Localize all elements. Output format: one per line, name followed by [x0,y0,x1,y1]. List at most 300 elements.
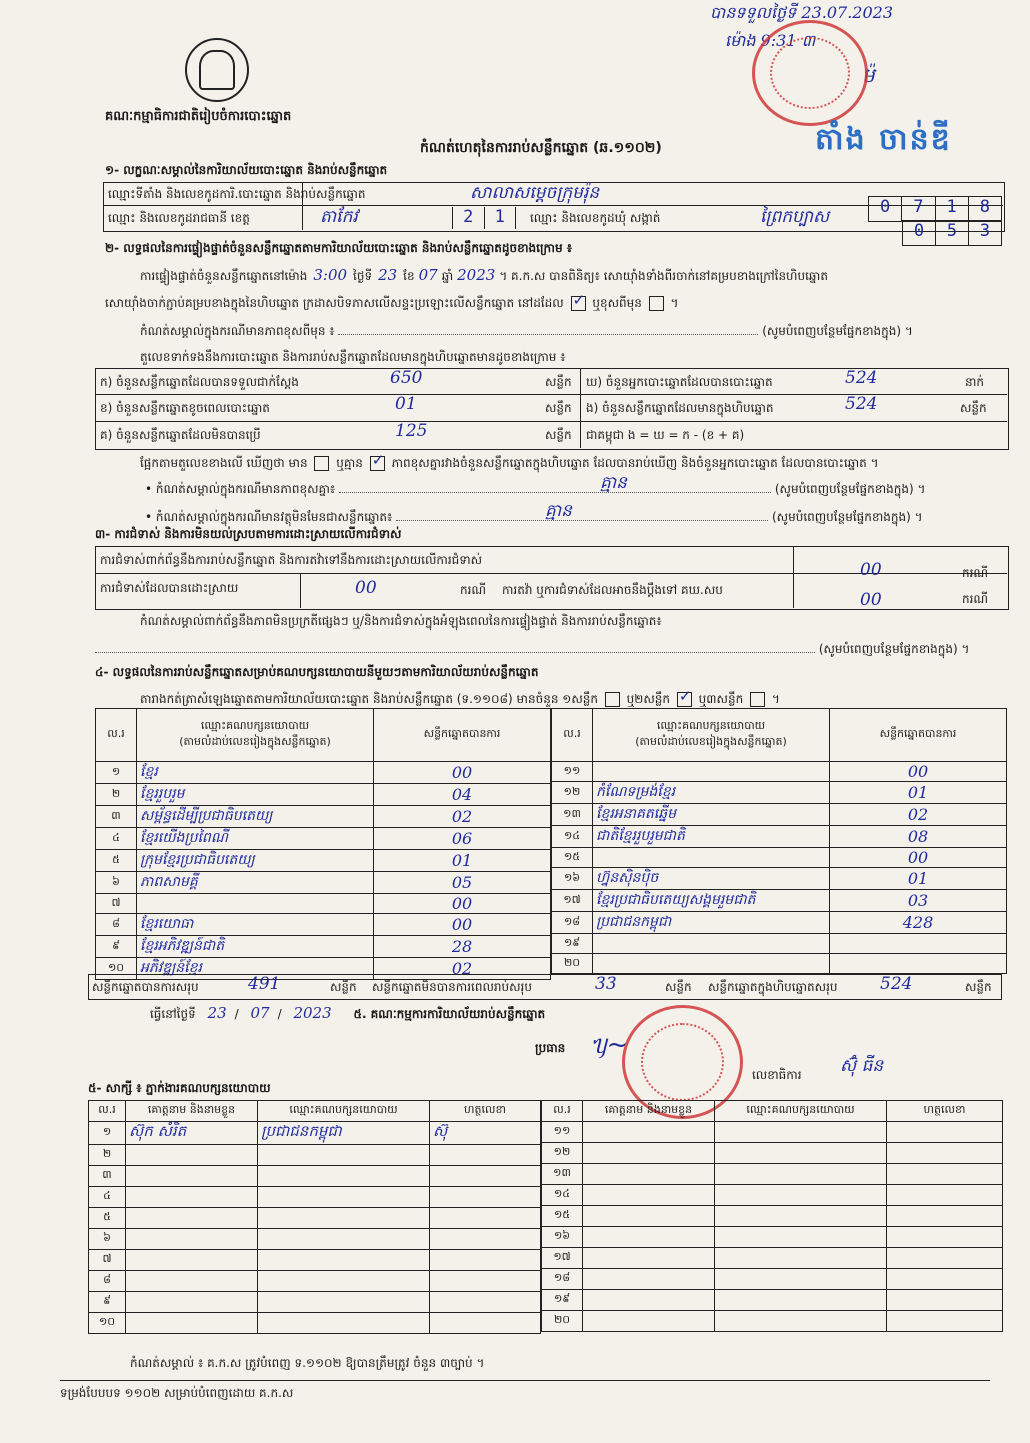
received-ballots-label: ក) ចំនួនសន្លឹកឆ្នោតដែលបានទទួលជាក់ស្តែង [100,375,299,389]
document-title: កំណត់ហេតុនៃការរាប់សន្លឹកឆ្នោត (ឆ.១១០២) [420,140,662,156]
party-name: ខ្មែររួបរួម [137,784,374,806]
witness-party [258,1166,430,1187]
witness-signature [430,1271,541,1292]
witness-signature [887,1143,1003,1164]
row-number: ១៣ [552,804,593,826]
section5-heading: ៥- សាក្សី ៖ ភ្នាក់ងារគណបក្សនយោបាយ [88,1081,271,1095]
witness-name [126,1271,258,1292]
party-votes: 00 [830,762,1007,782]
witness-name [126,1145,258,1166]
witness-name [583,1248,715,1269]
col-party-title: ឈ្មោះគណបក្សនយោបាយ [200,719,310,732]
three-sheets-checkbox[interactable] [750,692,765,707]
compare-text-b: ឬគ្មាន [336,456,363,470]
irregularities-note: កំណត់សម្គាល់ពាក់ព័ន្ធនឹងភាពមិនប្រក្រតីផ្សេងៗ ឬ/និងការជំទាស់ក្នុងអំឡុងពេលនៃការផ្ទៀងផ្ទាត់ និងការរាប់សន្លឹកឆ្នោត៖ [140,614,662,628]
has-difference-checkbox[interactable] [314,456,329,471]
table-row [542,1290,1003,1311]
witness-party [258,1145,430,1166]
witness-name: ស៊ុក សំរិត [126,1122,258,1145]
verification-day: 23 [378,266,398,284]
witness-party: ប្រជាជនកម្ពុជា [258,1122,430,1145]
party-name: ប្រជាជនកម្ពុជា [593,912,830,934]
station-code-digit: 0 [869,197,902,221]
table-header [96,709,551,762]
witness-signature [887,1122,1003,1143]
party-votes: 02 [374,806,551,828]
table-row [96,850,551,872]
witness-party [715,1311,887,1332]
party-name [137,894,374,914]
row-number: ៦ [96,872,137,894]
secretary-name: ស៊ុំ ធីន [840,1056,884,1076]
table-row [89,1229,541,1250]
table-row [542,1185,1003,1206]
col-name-header: គោត្តនាម និងនាមខ្លួន [583,1101,715,1122]
commune-code-digit: 5 [936,221,969,245]
unit-label: សន្លឹក [545,375,572,389]
unit-label: សន្លឹក [965,980,992,994]
changed-checkbox[interactable] [649,296,664,311]
table-row [96,828,551,850]
table-row [552,782,1007,804]
witness-signature: ស៊ុ [430,1122,541,1145]
witness-name [583,1185,715,1206]
witness-name [583,1206,715,1227]
witness-party [715,1122,887,1143]
witness-signature [430,1313,541,1334]
witness-signature [430,1292,541,1313]
difference-note-line [140,324,1000,338]
row-number: ១៨ [542,1269,583,1290]
station-value: សាលាសម្តេចក្រុមរ៉ុន [470,183,600,203]
party-votes: 02 [830,804,1007,826]
party-right-body [552,762,1007,974]
witness-party [258,1250,430,1271]
party-name: ហ្វ៊ុនស៊ិនប៉ិច [593,868,830,890]
witness-signature [887,1206,1003,1227]
no-difference-checkbox[interactable] [370,456,385,471]
party-votes: 28 [374,936,551,958]
commune-code-box [902,220,1002,246]
row-number: ៤ [96,828,137,850]
unit-label: សន្លឹក [545,428,572,442]
table-row [552,868,1007,890]
difference-note-label: កំណត់សម្គាល់ក្នុងករណីមានភាពខុសពីមុន ៖ [140,324,335,338]
objection-resolved-value: 00 [355,578,377,598]
case-unit: ករណី [460,583,487,597]
table-row [542,1269,1003,1290]
compare-line [140,456,879,471]
table-row [89,1250,541,1271]
party-name: ខ្មែរអនាគតឆ្នើម [593,804,830,826]
table-row [96,936,551,958]
dotted-fill [338,334,758,335]
witness-signature [430,1145,541,1166]
official-stamp-top [752,20,868,126]
changed-option-label: ឬខុសពីមុន [592,296,642,310]
witness-signature [887,1269,1003,1290]
table-row [552,912,1007,934]
witness-name [583,1311,715,1332]
col-votes-header: សន្លឹកឆ្នោតបានការ [374,709,551,762]
compare-text-c: ភាពខុសគ្នារវាងចំនួនសន្លឹកឆ្នោតក្នុងហិបឆ្នោត ដែលបានរាប់ឃើញ និងចំនួនអ្នកបោះឆ្នោត ដែលបានបោះឆ្នោត ។ [391,456,879,470]
row-number: ១១ [542,1122,583,1143]
fill-note: (សូមបំពេញបន្ថែមផ្នែកខាងក្នុង) ។ [774,482,926,496]
verification-time: 3:00 [313,266,348,284]
table-row [542,1164,1003,1185]
col-no-header: ល.រ [542,1101,583,1122]
province-code-digit: 1 [494,207,505,227]
row-number: ១៣ [542,1164,583,1185]
witness-party [258,1292,430,1313]
col-no-header: ល.រ [96,709,137,762]
row-number: ៣ [96,806,137,828]
figures-mid-divider [580,368,581,448]
verification-year: 2023 [457,266,496,284]
verification-text-b: ថ្ងៃទី [353,269,373,283]
table-row [96,806,551,828]
witness-left-body [89,1122,541,1334]
col-party-title: ឈ្មោះគណបក្សនយោបាយ [656,719,766,732]
table-row [96,914,551,936]
party-name [593,762,830,782]
row-number: ៧ [96,894,137,914]
row-number: ៨ [89,1271,126,1292]
irregularities-fill-line [95,642,1005,656]
bullet2-value: គ្មាន [545,501,572,521]
station-code-digit: 7 [902,197,935,221]
party-name: ខ្មែរអភិវឌ្ឍន៍ជាតិ [137,936,374,958]
section3-sub-divider [300,573,301,608]
case-unit: ករណី [962,566,989,580]
witness-right-body [542,1122,1003,1332]
party-name [593,934,830,954]
table-row [96,784,551,806]
col-party-header [137,709,374,762]
station-code-box [868,196,1002,222]
party-name: កំណែទម្រង់ខ្មែរ [593,782,830,804]
party-name: ខ្មែរ [137,762,374,784]
table-row [542,1311,1003,1332]
table-header [552,709,1007,762]
party-votes: 00 [374,914,551,936]
col-no-header: ល.រ [89,1101,126,1122]
section3-heading: ៣- ការជំទាស់ និងការមិនយល់ស្របតាមការដោះស្រាយលើការជំទាស់ [95,527,402,541]
witness-signature [430,1187,541,1208]
col-party-subtitle: (តាមលំដាប់លេខរៀងក្នុងសន្លឹកឆ្នោត) [179,735,331,748]
table-row [542,1122,1003,1143]
objection-appeal-label: ការតវ៉ា ឬការជំទាស់ដែលអាចនឹងប្តឹងទៅ គឃ.សប [502,583,723,597]
footer-rule [60,1380,990,1381]
row-number: ១៩ [552,934,593,954]
party-votes: 00 [830,848,1007,868]
party-name: សម្ព័ន្ធដើម្បីប្រជាធិបតេយ្យ [137,806,374,828]
commune-label: ឈ្មោះ និងលេខកូដឃុំ សង្កាត់ [530,211,661,225]
row-number: ៣ [89,1166,126,1187]
fill-note: (សូមបំពេញបន្ថែមផ្នែកខាងក្នុង) ។ [818,642,970,656]
party-name: ក្រុមខ្មែរប្រជាធិបតេយ្យ [137,850,374,872]
chair-signature: ᥡ~ [590,1030,629,1060]
chair-label: ប្រធាន [535,1041,566,1055]
unit-label: សន្លឹក [545,401,572,415]
dotted-fill [339,492,771,493]
unit-label: សន្លឹក [960,401,987,415]
invalid-total-label: សន្លឹកឆ្នោតមិនបានការពេលរាប់សរុប [372,980,532,994]
witness-signature [430,1250,541,1271]
tally-sheet-intro: តារាងកត់ត្រាសំឡេងឆ្នោតតាមការិយាល័យបោះឆ្នោត និងរាប់សន្លឹកឆ្នោត (ទ.១១០៨) មានចំនួន ១សន្លឹក [140,692,598,706]
voters-unit: នាក់ [965,375,985,389]
row-number: ២ [96,784,137,806]
bullet1-label: • កំណត់សម្គាល់ក្នុងករណីមានភាពខុសគ្នា៖ [145,482,336,496]
verification-text-c: ខែ [403,269,415,283]
row-number: ១៦ [552,868,593,890]
row-number: ១ [89,1122,126,1145]
signing-date-line: ធ្វើនៅថ្ងៃទី 23 / 07 / 2023 ៥. គណៈកម្មការការិយាល័យរាប់សន្លឹកឆ្នោត [150,1004,546,1022]
province-label: ឈ្មោះ និងលេខកូដរាជធានី ខេត្ត [108,211,250,225]
party-votes: 428 [830,912,1007,934]
verification-line2-text: សោយ៉ាំងចាក់ភ្ជាប់គម្របខាងក្នុងនៃហិបឆ្នោត ក្រដាសបិទភាសលើសន្ទះប្រឡោះលើសន្លឹកឆ្នោត នៅដដែល [105,296,564,310]
row-number: ១៤ [552,826,593,848]
one-sheet-checkbox[interactable] [605,692,620,707]
org-name: គណៈកម្មាធិការជាតិរៀបចំការបោះឆ្នោត [105,109,292,124]
witness-party [715,1143,887,1164]
witness-party [715,1269,887,1290]
bullet2-line [145,510,1005,524]
fill-note: (សូមបំពេញបន្ថែមផ្នែកខាងក្នុង) ។ [762,324,913,338]
row-number: ២០ [552,954,593,974]
box-total-value: 524 [880,974,913,994]
witness-name [126,1166,258,1187]
witness-signature [887,1311,1003,1332]
witness-name [126,1313,258,1334]
party-results-table-left [95,708,551,980]
valid-total-value: 491 [248,974,281,994]
row-number: ១៦ [542,1227,583,1248]
bullet2-label: • កំណត់សម្គាល់ក្នុងករណីមានវត្ថុមិនមែនជាសន្លឹកឆ្នោត៖ [145,510,393,524]
section4-heading: ៤- លទ្ធផលនៃការរាប់សន្លឹកឆ្នោតសម្រាប់គណបក្សនយោបាយនីមួយៗតាមការិយាល័យរាប់សន្លឹកឆ្នោត [95,665,539,679]
witness-signature [887,1248,1003,1269]
table-row [89,1208,541,1229]
commune-value: ព្រៃកប្បាស [760,207,830,227]
station-label: ឈ្មោះទីតាំង និងលេខកូដការិ.បោះឆ្នោត និងរាប់សន្លឹកឆ្នោត [108,187,366,201]
table-row [89,1122,541,1145]
witness-name [583,1122,715,1143]
table-row [89,1187,541,1208]
verification-month: 07 [418,266,438,284]
station-code-digit: 8 [979,197,990,217]
party-votes: 03 [830,890,1007,912]
receiver-initials: ម៉ [862,63,875,87]
row-number: ២ [89,1145,126,1166]
witness-name [583,1164,715,1185]
witness-signature [887,1185,1003,1206]
party-votes [830,934,1007,954]
table-row [552,934,1007,954]
dotted-fill [396,520,768,521]
voters-voted-value: 524 [845,368,878,388]
table-header [89,1101,541,1122]
box-total-label: សន្លឹកឆ្នោតក្នុងហិបឆ្នោតសរុប [708,980,838,994]
witness-name [126,1250,258,1271]
witness-party [715,1206,887,1227]
witness-signature [887,1290,1003,1311]
table-row [542,1206,1003,1227]
row-number: ៦ [89,1229,126,1250]
row-number: ១២ [552,782,593,804]
row-number: ១៤ [542,1185,583,1206]
verification-line1 [140,268,828,283]
witness-party [715,1185,887,1206]
row-number: ៧ [89,1250,126,1271]
objection-row1-value: 00 [860,560,882,580]
party-name: ខ្មែរយោធា [137,914,374,936]
verification-line2: សោយ៉ាំងចាក់ភ្ជាប់គម្របខាងក្នុងនៃហិបឆ្នោត ក្រដាសបិទភាសលើសន្ទះប្រឡោះលើសន្លឹកឆ្នោត នៅដដែល ✓ ឬខុសពីមុន ។ [105,296,678,311]
party-name [593,954,830,974]
section1-heading: ១- លក្ខណៈសម្គាល់នៃការិយាល័យបោះឆ្នោត និងរាប់សន្លឹកឆ្នោត [105,163,388,177]
party-name: អភិវឌ្ឍន៍ខ្មែរ [137,958,374,980]
unit-label: សន្លឹក [665,980,692,994]
ballots-in-box-value: 524 [845,394,878,414]
committee-label: ៥. គណៈកម្មការការិយាល័យរាប់សន្លឹកឆ្នោត [353,1007,546,1021]
received-note-line1: បានទទួលថ្ងៃទី 23.07.2023 [710,3,894,22]
witness-name [126,1187,258,1208]
col-party-header: ឈ្មោះគណបក្សនយោបាយ [258,1101,430,1122]
unit-label: សន្លឹក [330,980,357,994]
row-number: ១០ [96,958,137,980]
two-sheets-label: ឬ២សន្លឹក [626,692,671,706]
province-code-box [452,207,516,229]
witness-party [258,1313,430,1334]
witness-name [126,1292,258,1313]
table-row [552,954,1007,974]
party-votes: 08 [830,826,1007,848]
voters-voted-label: ឃ) ចំនួនអ្នកបោះឆ្នោតដែលបានបោះឆ្នោត [586,375,773,389]
table-row [96,762,551,784]
party-name: ជាតិខ្មែររួបរួមជាតិ [593,826,830,848]
witness-signature [430,1229,541,1250]
invalid-total-value: 33 [595,974,617,994]
row-number: ១៥ [552,848,593,868]
witness-signature [430,1208,541,1229]
witness-party [715,1248,887,1269]
party-votes: 01 [374,850,551,872]
col-sign-header: ហត្ថលេខា [887,1101,1003,1122]
table-row [552,826,1007,848]
table-row [542,1227,1003,1248]
row-number: ២០ [542,1311,583,1332]
received-note-line2: ម៉ោង 9:31 ៣ [725,31,816,50]
fill-note: (សូមបំពេញបន្ថែមផ្នែកខាងក្នុង) ។ [771,510,923,524]
figures-intro: តួលេខទាក់ទងនឹងការបោះឆ្នោត និងការរាប់សន្លឹកឆ្នោតដែលមានក្នុងហិបឆ្នោតមានដូចខាងក្រោម ៖ [140,350,566,364]
unchanged-checkbox[interactable] [571,296,586,311]
party-votes: 01 [830,868,1007,890]
witness-party [715,1227,887,1248]
party-name: ខ្មែរយើងប្រពៃណី [137,828,374,850]
province-stamp-text: តាំង ចាន់ឌី [815,122,952,157]
witness-name [583,1269,715,1290]
witness-table-right [541,1100,1003,1332]
party-votes: 00 [374,762,551,784]
table-row [542,1248,1003,1269]
objection-row1-label: ការជំទាស់ពាក់ព័ន្ធនឹងការរាប់សន្លឹកឆ្នោត និងការតវ៉ាទៅនឹងការដោះស្រាយលើការជំទាស់ [100,553,483,567]
form-footer: ទម្រង់បែបបទ ១១០២ សម្រាប់បំពេញដោយ គ.ក.ស [60,1386,294,1400]
col-sign-header: ហត្ថលេខា [430,1101,541,1122]
col-party-header: ឈ្មោះគណបក្សនយោបាយ [715,1101,887,1122]
row-number: ១២ [542,1143,583,1164]
witness-name [583,1227,715,1248]
figures-divider-2 [95,421,1007,422]
formula-label: ជាគម្ពុជា ង = ឃ = ក - (ខ + គ) [586,428,745,442]
row-number: ១៩ [542,1290,583,1311]
party-name: ភាពសាមគ្គី [137,872,374,894]
witness-party [258,1271,430,1292]
received-ballots-value: 650 [390,368,423,388]
witness-signature [887,1164,1003,1185]
commune-code-digit: 3 [979,221,991,241]
row-number: ៥ [96,850,137,872]
table-row [89,1166,541,1187]
verification-text-d: ឆ្នាំ [441,269,454,283]
signing-month: 07 [250,1004,270,1022]
table-row [542,1143,1003,1164]
party-votes: 04 [374,784,551,806]
section3-col-divider [793,546,794,608]
spoiled-ballots-value: 01 [395,394,417,414]
compare-text-a: ផ្អែកតាមតួលេខខាងលើ ឃើញថា មាន [140,456,308,470]
table-row [96,894,551,914]
row-number: ៩ [96,936,137,958]
unused-ballots-label: គ) ចំនួនសន្លឹកឆ្នោតដែលមិនបានប្រើ [100,428,261,442]
nec-emblem [185,38,249,102]
table-row [552,848,1007,868]
witness-signature [887,1227,1003,1248]
table-row [552,762,1007,782]
valid-total-label: សន្លឹកឆ្នោតបានការសរុប [92,980,199,994]
witness-table-left [88,1100,541,1334]
party-votes: 01 [830,782,1007,804]
footnote: កំណត់សម្គាល់ ៖ គ.ក.ស ត្រូវបំពេញ ទ.១១០២ ឱ្យបានត្រឹមត្រូវ ចំនួន ៣ច្បាប់ ។ [130,1356,485,1370]
witness-party [715,1290,887,1311]
witness-name [126,1229,258,1250]
party-votes: 06 [374,828,551,850]
party-results-table-right [551,708,1007,974]
witness-name [583,1290,715,1311]
three-sheets-label: ឬ៣សន្លឹក [698,692,744,706]
row-number: ១៧ [542,1248,583,1269]
table-row [96,872,551,894]
station-code-digit: 1 [936,197,969,221]
signing-day: 23 [207,1004,227,1022]
bullet1-value: គ្មាន [600,473,627,493]
province-code-digit: 2 [453,207,485,229]
two-sheets-checkbox[interactable] [677,692,692,707]
row-number: ១ [96,762,137,784]
party-votes: 00 [374,894,551,914]
table-row [89,1313,541,1334]
row-number: ១០ [89,1313,126,1334]
witness-party [258,1229,430,1250]
unused-ballots-value: 125 [395,421,428,441]
witness-name [126,1208,258,1229]
col-no-header: ល.រ [552,709,593,762]
row-number: ៤ [89,1187,126,1208]
witness-signature [430,1166,541,1187]
totals-row [88,974,1002,1000]
row-number: ៩ [89,1292,126,1313]
witness-name [583,1143,715,1164]
table-row [552,804,1007,826]
col-votes-header: សន្លឹកឆ្នោតបានការ [830,709,1007,762]
